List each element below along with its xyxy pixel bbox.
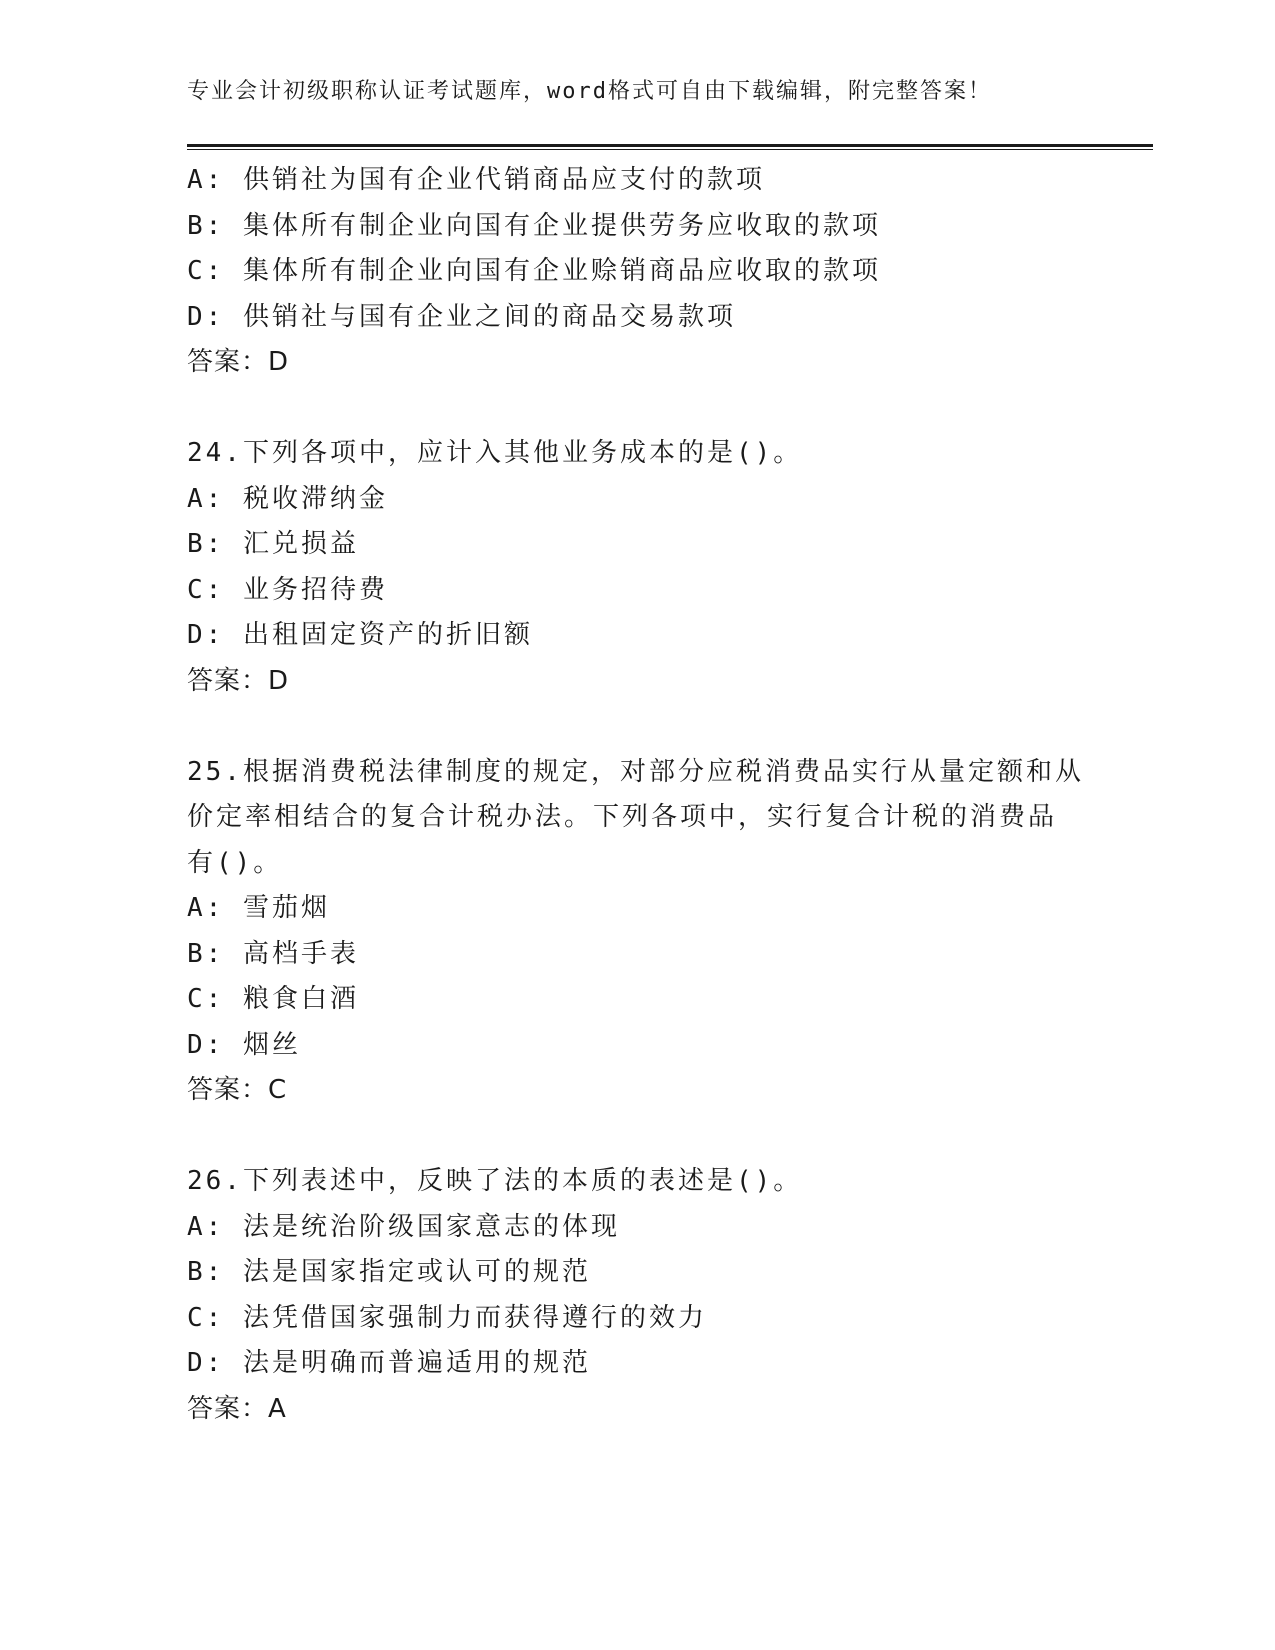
option-a: A: 供销社为国有企业代销商品应支付的款项 (187, 165, 765, 195)
question-text: 价定率相结合的复合计税办法。下列各项中，实行复合计税的消费品 (187, 802, 1058, 832)
option-d: D: 出租固定资产的折旧额 (187, 620, 533, 650)
option-a: A: 税收滞纳金 (187, 483, 388, 514)
page-header: 专业会计初级职称认证考试题库，word格式可自由下载编辑，附完整答案！ (187, 79, 992, 104)
option-c: C: 集体所有制企业向国有企业赊销商品应收取的款项 (187, 256, 881, 286)
question-text: 24.下列各项中，应计入其他业务成本的是()。 (187, 438, 803, 468)
option-b: B: 汇兑损益 (187, 529, 359, 559)
option-a: A: 法是统治阶级国家意志的体现 (187, 1211, 620, 1242)
question-block (187, 750, 1087, 1114)
question-block (187, 1159, 1087, 1432)
question-list (187, 158, 1087, 1432)
question-text: 26.下列表述中，反映了法的本质的表述是()。 (187, 1166, 803, 1196)
option-c: C: 粮食白酒 (187, 984, 359, 1014)
option-c: C: 业务招待费 (187, 574, 388, 605)
option-b: B: 法是国家指定或认可的规范 (187, 1257, 591, 1287)
option-d: D: 法是明确而普遍适用的规范 (187, 1348, 591, 1378)
option-c: C: 法凭借国家强制力而获得遵行的效力 (187, 1302, 707, 1333)
header-rule-thick (187, 144, 1153, 147)
header-rule-thin (187, 149, 1153, 150)
answer-line: 答案：D (187, 347, 290, 377)
question-text: 有()。 (187, 847, 283, 878)
option-d: D: 供销社与国有企业之间的商品交易款项 (187, 301, 736, 332)
option-b: B: 高档手表 (187, 938, 359, 969)
question-block (187, 431, 1087, 704)
question-text: 25.根据消费税法律制度的规定，对部分应税消费品实行从量定额和从 (187, 756, 1084, 787)
option-a: A: 雪茄烟 (187, 893, 330, 923)
answer-line: 答案：A (187, 1393, 287, 1424)
answer-line: 答案：D (187, 665, 290, 696)
answer-line: 答案：C (187, 1075, 288, 1105)
option-d: D: 烟丝 (187, 1029, 301, 1060)
question-block (187, 158, 1087, 386)
option-b: B: 集体所有制企业向国有企业提供劳务应收取的款项 (187, 210, 881, 241)
